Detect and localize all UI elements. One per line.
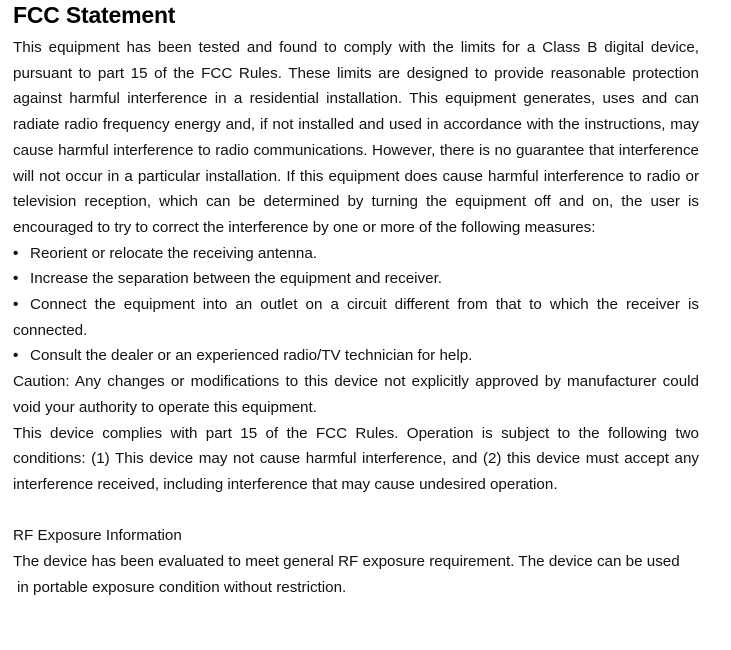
measure-text: Consult the dealer or an experienced radio/TV technician for help.: [30, 347, 473, 365]
measure-text: Increase the separation between the equipment and receiver.: [30, 270, 443, 288]
measure-text: Connect the equipment into an outlet on a circuit different from that to which the receiver is connected.: [13, 296, 699, 339]
measure-item: [13, 292, 699, 343]
measure-text: Reorient or relocate the receiving antenna.: [30, 244, 318, 262]
compliance-paragraph: This device complies with part 15 of the FCC Rules. Operation is subject to the following two conditions: (1) This device may not cause harmful interference, and (2) this device must accept any interference received, including interference that may cause undesired operation.: [13, 424, 699, 493]
measure-item: [13, 343, 699, 369]
measure-item: [13, 241, 699, 267]
measure-item: [13, 266, 699, 292]
bullet-icon: •: [13, 296, 19, 314]
rf-exposure-line: in portable exposure condition without restriction.: [17, 578, 347, 596]
intro-paragraph: This equipment has been tested and found to comply with the limits for a Class B digital device, pursuant to part 15 of the FCC Rules. These limits are designed to provide reasonable protection against harmful interference in a residential installation. This equipment generates, uses and can radiate radio frequency energy and, if not installed and used in accordance with the instructions, may cause harmful interference to radio communications. However, there is no guarantee that interference will not occur in a particular installation. If this equipment does cause harmful interference to radio or television reception, which can be determined by turning the equipment off and on, the user is encouraged to try to correct the interference by one or more of the following measures:: [13, 39, 699, 236]
section-spacer: [13, 498, 699, 524]
bullet-icon: •: [13, 270, 19, 288]
caution-paragraph: Caution: Any changes or modifications to this device not explicitly approved by manufacturer could void your authority to operate this equipment.: [13, 373, 699, 416]
rf-exposure-line: The device has been evaluated to meet general RF exposure requirement. The device can be used: [13, 553, 680, 571]
rf-exposure-heading: RF Exposure Information: [13, 527, 182, 545]
document-page: [13, 0, 699, 600]
bullet-icon: •: [13, 347, 19, 365]
page-title: FCC Statement: [13, 2, 176, 28]
bullet-icon: •: [13, 244, 19, 262]
